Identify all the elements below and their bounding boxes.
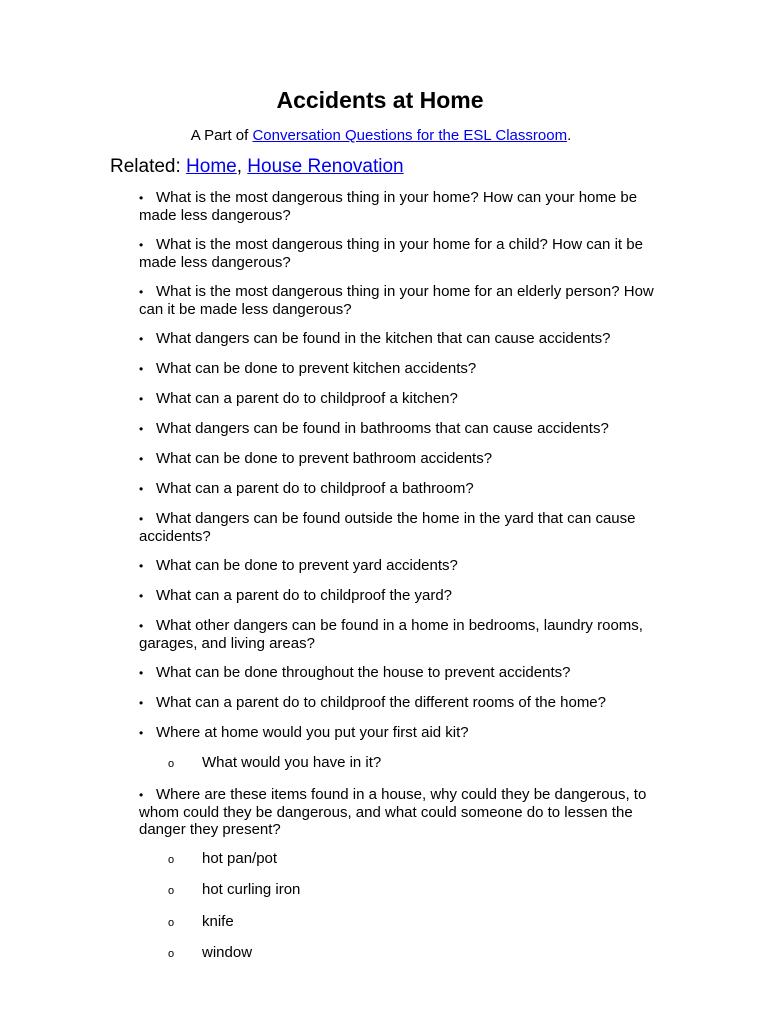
related-separator: , bbox=[236, 156, 248, 177]
question-text: What other dangers can be found in a home in bedrooms, laundry rooms, garages, and living areas? bbox=[139, 617, 643, 652]
related-label: Related: bbox=[110, 156, 187, 177]
sub-list-item bbox=[139, 881, 659, 900]
subtitle-suffix: . bbox=[567, 127, 572, 144]
conversation-questions-link[interactable]: Conversation Questions for the ESL Classroom bbox=[252, 127, 568, 144]
related-link-home[interactable]: Home bbox=[186, 156, 237, 177]
bullet-icon: • bbox=[139, 191, 144, 205]
related-links bbox=[110, 156, 404, 178]
list-item bbox=[139, 189, 659, 224]
bullet-icon: • bbox=[139, 589, 144, 603]
list-item bbox=[139, 786, 659, 838]
list-item bbox=[139, 694, 659, 712]
bullet-icon: • bbox=[139, 726, 144, 740]
question-text: What can be done throughout the house to prevent accidents? bbox=[156, 664, 571, 681]
circle-bullet-icon: o bbox=[168, 853, 175, 866]
list-item bbox=[139, 283, 659, 318]
bullet-icon: • bbox=[139, 666, 144, 680]
circle-bullet-icon: o bbox=[168, 948, 175, 960]
question-text: What dangers can be found in the kitchen that can cause accidents? bbox=[156, 330, 611, 347]
question-text: What can a parent do to childproof the yard? bbox=[156, 587, 453, 604]
question-text: What can be done to prevent yard accidents? bbox=[156, 557, 458, 574]
list-item bbox=[139, 330, 659, 348]
sub-list-item bbox=[139, 944, 659, 963]
question-text: What can a parent do to childproof a kitchen? bbox=[156, 390, 458, 407]
question-text: What dangers can be found outside the home in the yard that can cause accidents? bbox=[139, 510, 636, 545]
bullet-icon: • bbox=[139, 512, 144, 526]
question-text: What dangers can be found in bathrooms that can cause accidents? bbox=[156, 420, 609, 437]
list-item bbox=[139, 360, 659, 378]
list-item bbox=[139, 480, 659, 498]
question-text: What is the most dangerous thing in your home for an elderly person? How can it be made less dangerous? bbox=[139, 283, 654, 318]
bullet-icon: • bbox=[139, 392, 144, 406]
list-item bbox=[139, 587, 659, 605]
list-item bbox=[139, 724, 659, 742]
question-text: What is the most dangerous thing in your home? How can your home be made less dangerous? bbox=[139, 189, 638, 224]
bullet-icon: • bbox=[139, 787, 144, 802]
question-text: Where at home would you put your first aid kit? bbox=[156, 724, 469, 741]
question-list bbox=[139, 189, 659, 976]
question-text: What can a parent do to childproof the different rooms of the home? bbox=[156, 694, 606, 711]
list-item bbox=[139, 450, 659, 468]
list-item bbox=[139, 664, 659, 682]
related-link-house-renovation[interactable]: House Renovation bbox=[247, 156, 404, 177]
bullet-icon: • bbox=[139, 696, 144, 710]
page-title: Accidents at Home bbox=[276, 87, 484, 113]
sub-item-text: window bbox=[202, 944, 253, 961]
bullet-icon: • bbox=[139, 332, 144, 346]
subtitle-prefix: A Part of bbox=[190, 127, 253, 144]
question-text: What is the most dangerous thing in your home for a child? How can it be made less dangerous? bbox=[139, 236, 643, 271]
list-item bbox=[139, 420, 659, 438]
question-text: What can a parent do to childproof a bathroom? bbox=[156, 480, 474, 497]
list-item bbox=[139, 236, 659, 271]
bullet-icon: • bbox=[139, 422, 144, 436]
bullet-icon: • bbox=[139, 362, 144, 376]
circle-bullet-icon: o bbox=[168, 758, 175, 770]
bullet-icon: • bbox=[139, 238, 144, 252]
sub-list-item bbox=[139, 913, 659, 932]
subtitle bbox=[0, 127, 762, 145]
sub-list-item bbox=[139, 754, 659, 773]
circle-bullet-icon: o bbox=[168, 916, 175, 929]
list-item bbox=[139, 617, 659, 652]
question-text: What can be done to prevent bathroom accidents? bbox=[156, 450, 493, 467]
bullet-icon: • bbox=[139, 619, 144, 633]
list-item bbox=[139, 557, 659, 575]
sub-list-item bbox=[139, 850, 659, 869]
list-item bbox=[139, 510, 659, 545]
question-text: What can be done to prevent kitchen accidents? bbox=[156, 360, 477, 377]
bullet-icon: • bbox=[139, 452, 144, 466]
sub-item-text: What would you have in it? bbox=[202, 754, 382, 771]
bullet-icon: • bbox=[139, 559, 144, 573]
bullet-icon: • bbox=[139, 285, 144, 299]
bullet-icon: • bbox=[139, 482, 144, 496]
sub-item-text: knife bbox=[202, 912, 234, 930]
sub-item-text: hot pan/pot bbox=[202, 849, 278, 867]
list-item bbox=[139, 390, 659, 408]
sub-item-text: hot curling iron bbox=[202, 881, 301, 898]
circle-bullet-icon: o bbox=[168, 885, 175, 897]
question-text: Where are these items found in a house, why could they be dangerous, to whom could they be dangerous, and what could someone do to lessen the danger they present? bbox=[139, 785, 647, 838]
